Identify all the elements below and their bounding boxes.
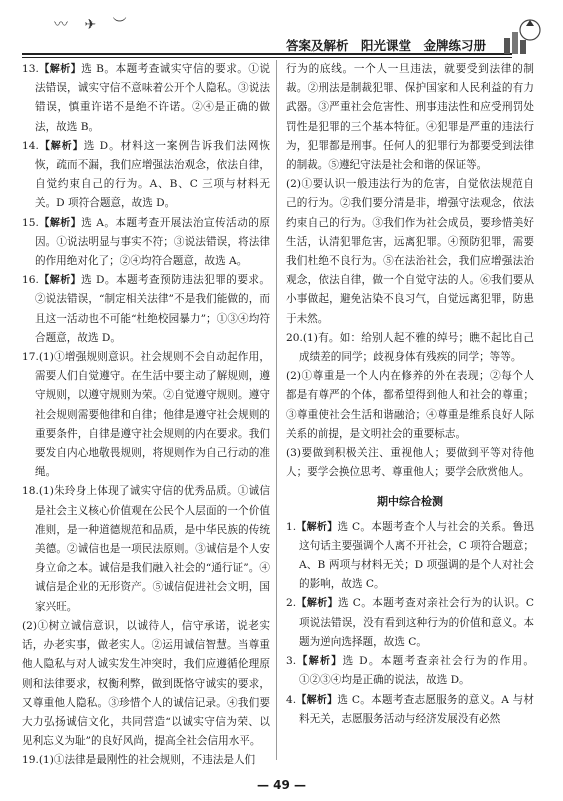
header-title: 答案及解析 阳光课堂 金牌练习册 <box>285 38 486 53</box>
item-text: (2)①树立诚信意识，以诚待人，信守承诺，说老实话，办老实事，做老实人。②运用诚信智慧。当尊重他人隐私与对人诚实发生冲突时，我们应遵循伦理原则和法律要求，权衡利弊，做到既恪守诚实的要求，又尊重他人隐私。③珍惜个人的诚信记录。④我们要大力弘扬诚信文化，共同营造“以诚实守信为荣、以见利忘义为耻”的良好风尚，提高全社会信用水平。 <box>22 619 270 748</box>
page-header <box>22 8 544 58</box>
item-text: 选 D。材料这一案例告诉我们法网恢恢，疏而不漏，我们应增强法治观念，依法自律，自觉约束自己的行为。A、B、C 三项与材料无关。D 项符合题意，故选 D。 <box>35 139 270 210</box>
answer-item <box>286 518 534 595</box>
answer-item <box>22 60 270 137</box>
answer-item <box>286 329 534 367</box>
answer-item <box>22 482 270 616</box>
analysis-tag: 【解析】 <box>296 521 338 533</box>
birds-decoration-icon: 〰 ✈ ︶ <box>54 17 133 33</box>
analysis-tag: 【解析】 <box>38 217 82 229</box>
item-text: (3)要做到积极关注、重视他人；要做到平等对待他人；要学会换位思考、尊重他人；要学会欣赏他人。 <box>286 447 534 479</box>
right-column <box>286 60 534 729</box>
analysis-tag: 【解析】 <box>296 598 339 610</box>
answer-item <box>286 652 534 690</box>
item-text: (2)①要认识一般违法行为的危害，自觉依法规范自己的行为。②我们要分清是非，增强守法观念，依法约束自己的行为。③我们作为社会成员，要珍惜美好生活，认清犯罪危害，远离犯罪。④预防犯罪，需要我们杜绝不良行为。⑤在法治社会，我们应增强法治观念，依法自律，做一个自觉守法的人。⑥我们要从小事做起，避免沾染不良习气，自觉远离犯罪，防患于未然。 <box>286 178 534 325</box>
analysis-tag: 【解析】 <box>296 656 343 668</box>
item-number: 16. <box>22 274 39 287</box>
answer-item <box>22 271 270 348</box>
item-text: 选 D。本题考查预防违法犯罪的要求。②说法错误，“制定相关法律”不是我们能做的，而且这一活动也不可能“杜绝校园暴力”；①③④均符合题意，故选 D。 <box>35 274 270 344</box>
answer-item <box>22 751 270 770</box>
left-column <box>22 60 270 771</box>
item-text: 选 A。本题考查开展法治宣传活动的原因。①说法明显与事实不符；③说法错误，将法律的作用绝对化了；②④均符合题意，故选 A。 <box>35 216 270 268</box>
item-text: (1)①增强规则意识。社会规则不会自动起作用，需要人们自觉遵守。在生活中要主动了解规则，遵守规则，以遵守规则为荣。②自觉遵守规则。遵守社会规则需要他律和自律；他律是遵守社会规则的重要条件，自律是遵守社会规则的内在要求。我们要发自内心地敬畏规则，将规则作为自己行动的准绳。 <box>35 351 270 479</box>
header-rule <box>22 53 512 55</box>
item-text: (1)有。如：给别人起不雅的绰号；瞧不起比自己成绩差的同学；歧视身体有残疾的同学；等等。 <box>299 331 534 364</box>
item-number: 3. <box>286 655 297 668</box>
column-divider <box>276 60 277 760</box>
answer-item <box>286 594 534 652</box>
analysis-tag: 【解析】 <box>38 64 82 75</box>
analysis-tag: 【解析】 <box>38 140 84 152</box>
item-text: 行为的底线。一个人一旦违法，就要受到法律的制裁。②刑法是制裁犯罪、保护国家和人民利益的有力武器。③严重社会危害性、刑事违法性和应受刑罚处罚性是犯罪的三个基本特征。④犯罪是严重的违法行为，犯罪都是刑事。任何人的犯罪行为都要受到法律的制裁。⑤遵纪守法是社会和谐的保证等。 <box>286 63 534 172</box>
header-rule-thin <box>22 57 512 58</box>
answer-item <box>22 617 270 751</box>
item-text: 选 C。本题考查个人与社会的关系。鲁迅这句话主要强调个人离不开社会，C 项符合题意；A、B 两项与材料无关；D 项强调的是个人对社会的影响，故选 C。 <box>299 520 534 591</box>
item-number: 18. <box>22 485 39 498</box>
analysis-tag: 【解析】 <box>38 275 82 287</box>
item-text: (1)朱玲身上体现了诚实守信的优秀品质。①诚信是社会主义核心价值观在公民个人层面的一个价值准则，是一种道德规范和品质，是中华民族的传统美德。②诚信也是一项民法原则。③诚信是个人安身立命之本。诚信是我们融入社会的“通行证”。④诚信是企业的无形资产。⑤诚信促进社会文明，国家兴旺。 <box>35 485 270 613</box>
item-number: 14. <box>22 139 39 152</box>
item-text: 选 B。本题考查诚实守信的要求。①说法错误，诚实守信不意味着公开个人隐私。③说法错误，慎重许诺不是绝不许诺。②④是正确的做法，故选 B。 <box>35 63 271 133</box>
trophy-emblem-icon <box>500 16 544 56</box>
answer-item <box>286 60 534 175</box>
answer-item <box>286 175 534 329</box>
answer-item <box>286 691 534 729</box>
item-number: 19. <box>22 754 39 767</box>
answer-item <box>286 367 534 444</box>
item-number: 15. <box>22 216 39 229</box>
item-text: 选 C。本题考查对亲社会行为的认识。C 项说法错误，没有看到这种行为的价值和意义。本题为逆向选择题，故选 C。 <box>299 597 535 648</box>
item-text: 选 C。本题考查志愿服务的意义。A 与材料无关，志愿服务活动与经济发展没有必然 <box>299 693 534 725</box>
item-text: (1)①法律是最刚性的社会规则，不违法是人们 <box>38 754 256 767</box>
answer-item <box>22 214 270 272</box>
item-number: 13. <box>22 63 39 75</box>
item-text: (2)①尊重是一个人内在修养的外在表现；②每个人都是有尊严的个体，都希望得到他人和社会的尊重；③尊重使社会生活和谐融洽；④尊重是维系良好人际关系的前提，是文明社会的重要标志。 <box>286 370 534 440</box>
item-number: 20. <box>286 331 303 344</box>
answer-item <box>22 137 270 214</box>
item-number: 2. <box>286 597 297 610</box>
answer-item <box>286 444 534 482</box>
item-text: 选 D。本题考查亲社会行为的作用。①②③④均是正确的说法，故选 D。 <box>299 655 534 687</box>
analysis-tag: 【解析】 <box>296 694 338 706</box>
section-title: 期中综合检测 <box>377 495 443 509</box>
answer-item <box>22 348 270 482</box>
item-number: 1. <box>286 520 297 533</box>
item-number: 17. <box>22 351 39 364</box>
page-number: — 49 — <box>256 778 307 792</box>
item-number: 4. <box>286 693 297 706</box>
